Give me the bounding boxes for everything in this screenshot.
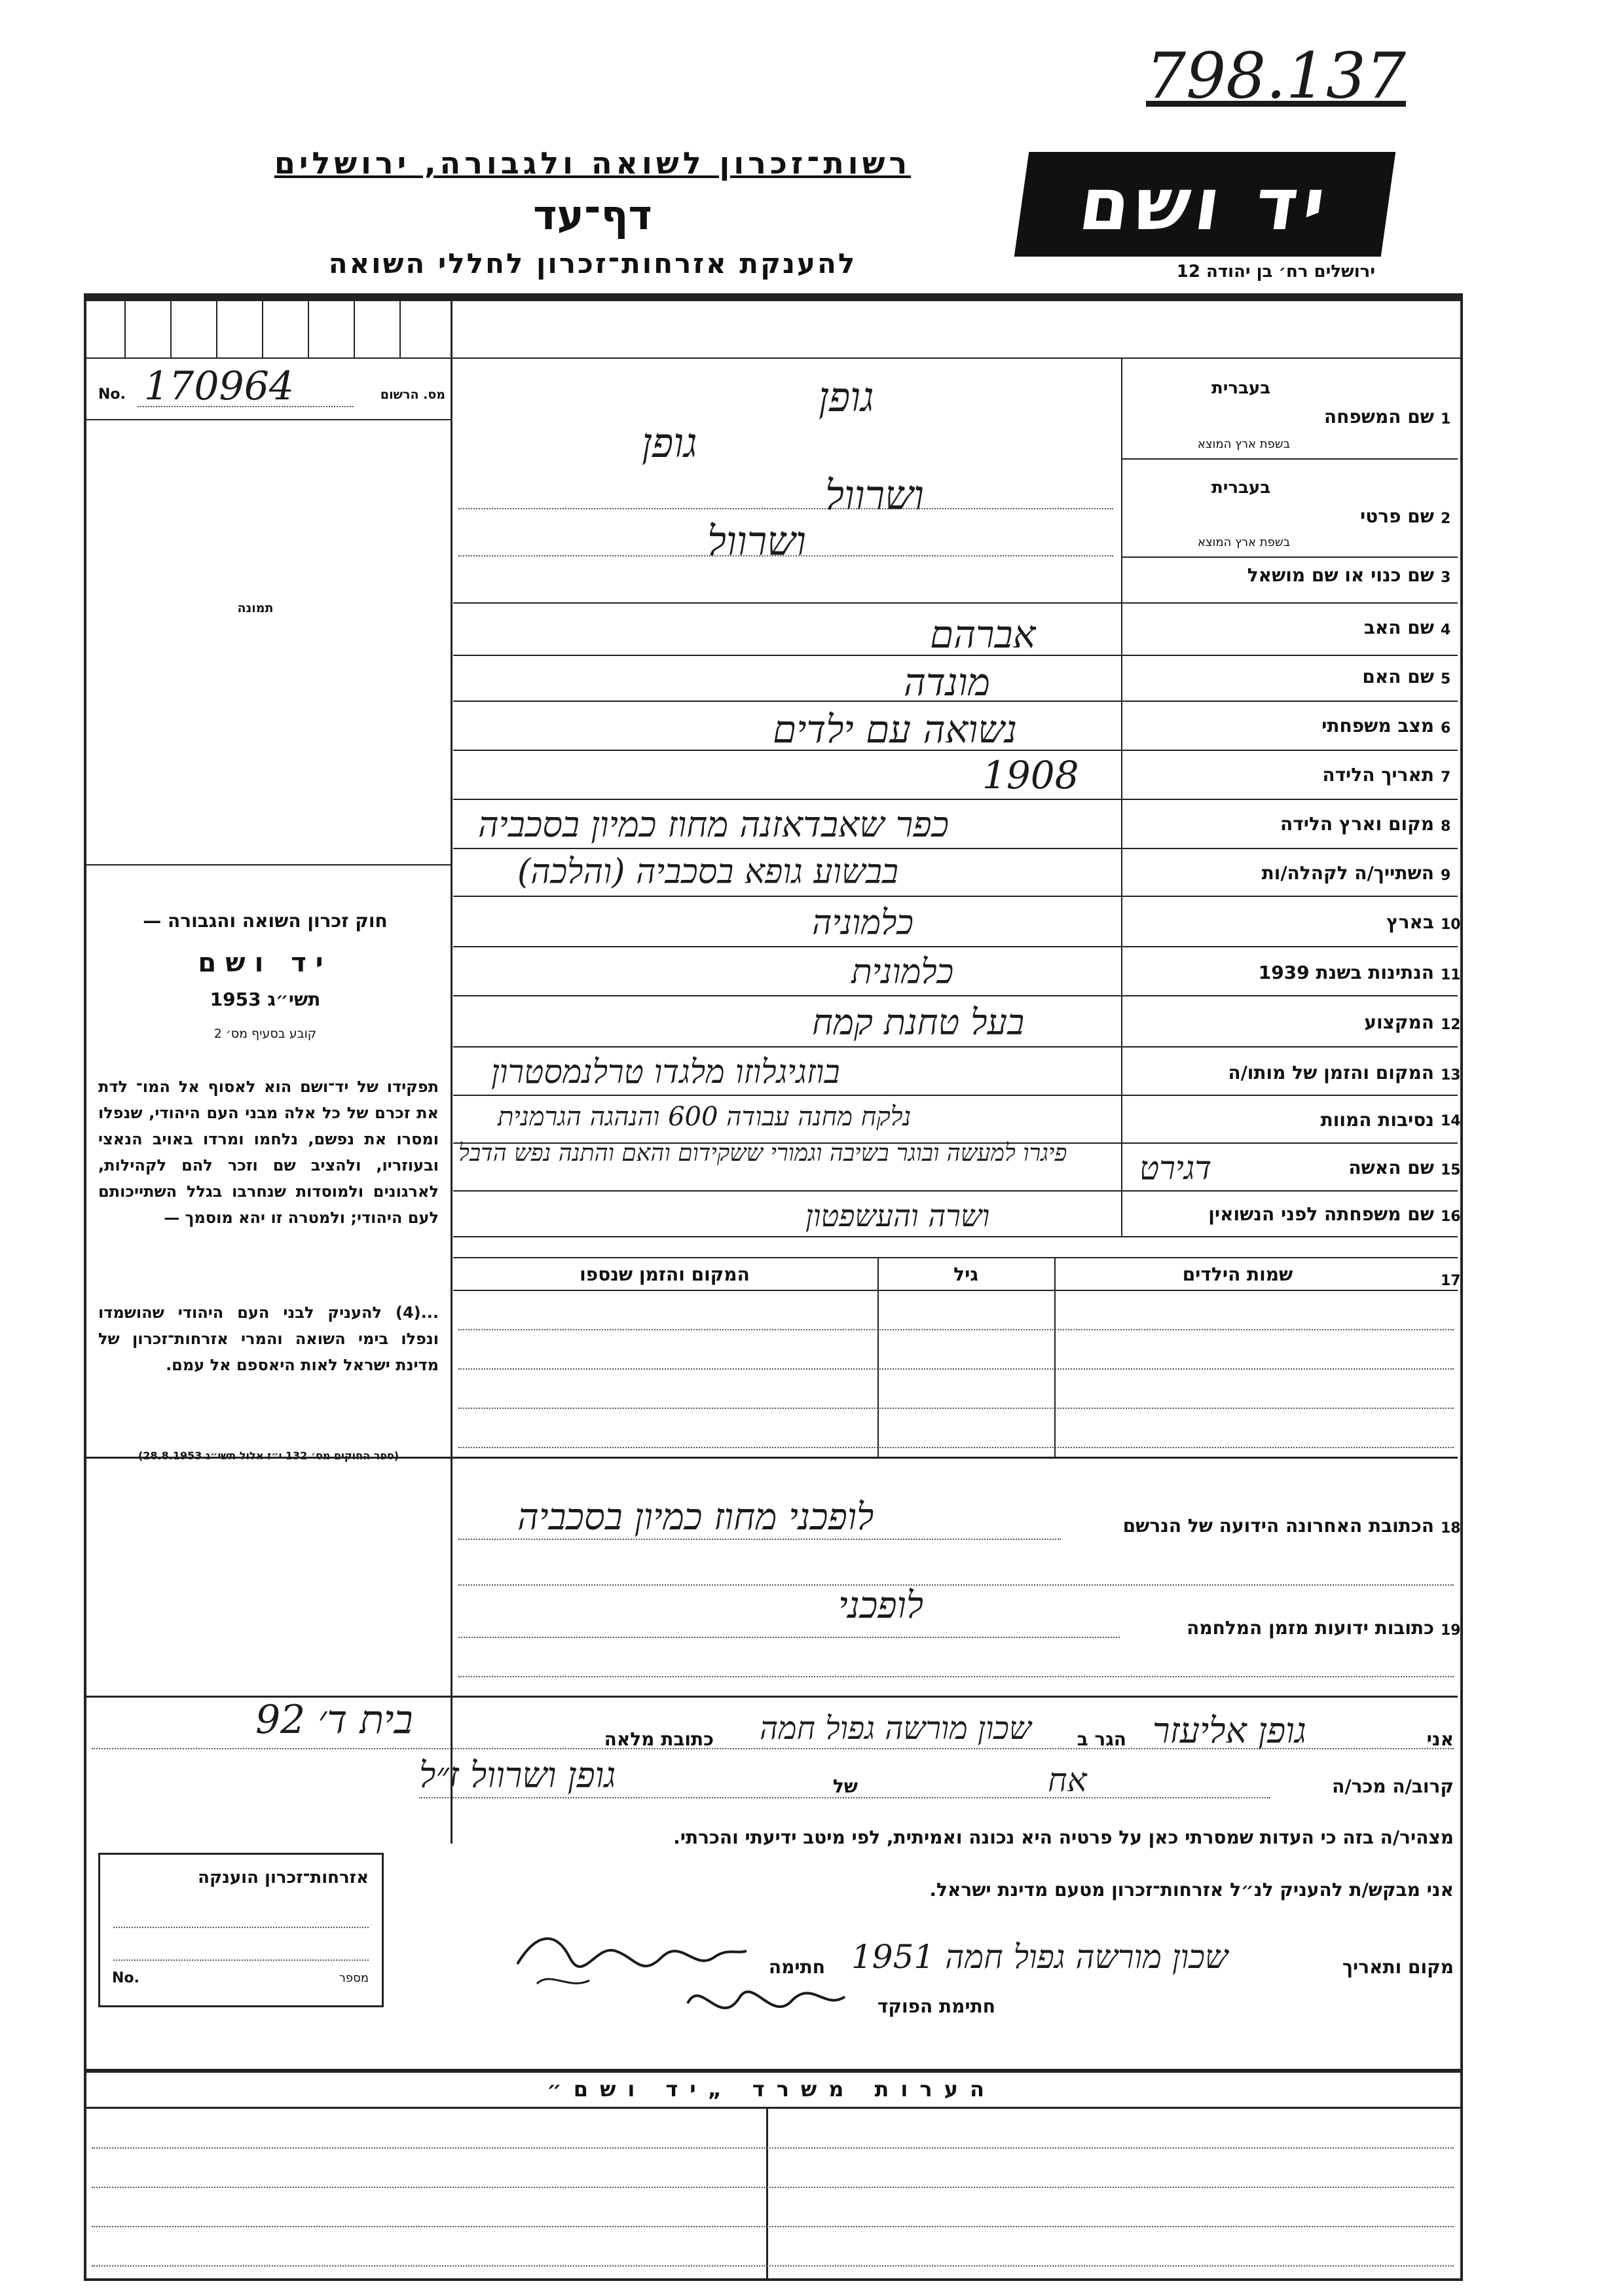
citizenship-number-label: מספר [339, 1971, 369, 1985]
field-10-value: כלמוניה [812, 903, 913, 943]
form-subtitle: להענקת אזרחות־זכרון לחללי השואה [328, 247, 857, 280]
official-signature [681, 1971, 851, 2043]
declaration-statement: מצהיר/ה בזה כי העדות שמסרתי כאן על פרטיה היא נכונה ואמיתית, לפי מיטב ידיעתי והכרתי. [673, 1827, 1454, 1848]
field-9-label: השתייך/ה לקהלה/ות [1261, 862, 1434, 884]
field-14-label: נסיבות המוות [1320, 1109, 1434, 1131]
field-5-number: 5 [1441, 671, 1451, 687]
declarant-address: בית ד׳ 92 [255, 1697, 413, 1743]
field-7-value: 1908 [982, 753, 1079, 797]
declaration-of-label: של [832, 1776, 858, 1797]
field-15-label: שם האשה [1348, 1157, 1434, 1178]
field-3-number: 3 [1441, 570, 1451, 586]
field-12-number: 12 [1441, 1017, 1461, 1033]
field-9-number: 9 [1441, 867, 1451, 884]
field-2-value-hebrew: ושרוול [825, 471, 924, 519]
field-11-value: כלמונית [851, 953, 954, 992]
field-2-origin-label: בשפת ארץ המוצא [1197, 536, 1290, 549]
field-7-number: 7 [1441, 769, 1451, 786]
field-8-label: מקום וארץ הלידה [1280, 813, 1434, 835]
field-16-value: ושרה והעשפטון [805, 1198, 990, 1233]
field-1-value-hebrew: גופן [819, 373, 874, 421]
field-19-label: כתובות ידועות מזמן המלחמה [1187, 1617, 1434, 1639]
field-2-label: שם פרטי [1359, 505, 1434, 527]
law-heading: חוק זכרון השואה והגבורה — [143, 910, 388, 932]
field-6-number: 6 [1441, 720, 1451, 737]
field-19-value: לופכני [838, 1584, 924, 1627]
declarant-residence: שכון מורשה גפול חמה [760, 1710, 1031, 1747]
logo-text: יד ושם [1074, 162, 1336, 246]
place-date-label: מקום ותאריך [1342, 1956, 1454, 1978]
field-12-value: בעל טחנת קמח [812, 1002, 1025, 1043]
declaration-relative-label: קרוב/ה מכר/ה [1332, 1776, 1454, 1797]
citizenship-box [98, 1853, 384, 2007]
field-14-value-continued: פיגרו למעשה ובוגר בשיבה וגמורי ששקידום והאם והתנה נפש הדבל [458, 1140, 1067, 1167]
field-15-value: דגירט [1139, 1149, 1212, 1187]
field-4-label: שם האב [1363, 617, 1434, 638]
logo-address: ירושלים רח׳ בן יהודה 12 [1176, 262, 1375, 282]
law-year: תשי״ג 1953 [210, 989, 321, 1010]
field-2-number: 2 [1441, 511, 1451, 527]
field-10-label: בארץ [1386, 911, 1434, 933]
field-5-value: מונדה [904, 660, 991, 704]
children-col-age: גיל [953, 1264, 978, 1285]
field-14-value: נלקח מחנה עבודה 600 והנהגה הגרמנית [498, 1102, 912, 1132]
citizenship-box-title: אזרחות־זכרון הוענקה [198, 1868, 369, 1887]
field-9-value: בבשוע גופא בסכביה (והלכה) [517, 852, 898, 892]
field-11-number: 11 [1441, 967, 1461, 983]
signature-label: חתימה [768, 1956, 825, 1978]
photo-label: תמונה [237, 601, 274, 615]
registration-label: מס. הרשום [380, 388, 445, 402]
law-paragraph-1: תפקידו של יד־ושם הוא לאסוף אל המו־ לדת את זכרם של כל אלה מבני העם היהודי, שנפלו ומסרו את נפשם, נלחמו ומרדו באויב הנאצי ובעוזריו, ולהציב שם וזכר להם לקהילות, לארגונים ולמוסדות שנחרבו בגלל השתייכותם לעם היהודי; ולמטרה זו יהא מוסמך — [98, 1078, 439, 1227]
archive-number: 798.137 [1146, 39, 1406, 113]
declaration-i-label: אני [1426, 1728, 1454, 1750]
registration-no-label: No. [98, 386, 126, 403]
field-4-value: אברהם [930, 612, 1036, 657]
field-17-number: 17 [1441, 1273, 1461, 1289]
field-6-value: נשואה עם ילדים [773, 707, 1018, 752]
field-3-label: שם כנוי או שם מושאל [1247, 564, 1434, 586]
law-paragraph-2: ...(4) להעניק לבני העם היהודי שהושמדו ונפלו בימי השואה והמרי אזרחות־זכרון של מדינת ישראל לאות היאספם אל עמם. [98, 1303, 439, 1374]
field-18-value: לופכני מחוז כמיון בסכביה [517, 1496, 874, 1539]
field-6-label: מצב משפחתי [1321, 715, 1434, 737]
field-1-number: 1 [1441, 411, 1451, 428]
field-15-number: 15 [1441, 1162, 1461, 1178]
org-line: רשות־זכרון לשואה ולגבורה, ירושלים [274, 145, 912, 181]
field-13-number: 13 [1441, 1067, 1461, 1084]
citizenship-no-label: No. [112, 1970, 139, 1986]
children-col-place: המקום והזמן שנספו [580, 1264, 750, 1285]
field-13-label: המקום והזמן של מותו/ה [1228, 1062, 1434, 1084]
remarks-label: הערות משרד „יד ושם״ [547, 2077, 996, 2102]
field-10-number: 10 [1441, 917, 1461, 933]
registration-number: 170964 [144, 363, 295, 409]
field-8-number: 8 [1441, 818, 1451, 835]
field-16-number: 16 [1441, 1209, 1461, 1225]
field-8-value: כפר שאבדאזנה מחוז כמיון בסכביה [478, 804, 950, 845]
field-1-label: שם המשפחה [1323, 406, 1434, 428]
law-section: קובע בסעיף מס׳ 2 [213, 1027, 317, 1041]
law-name: יד ושם [198, 948, 333, 978]
field-4-number: 4 [1441, 622, 1451, 638]
field-2-hebrew-label: בעברית [1211, 478, 1271, 498]
law-citation: (ספר החוקים מס׳ 132 י״ז אלול תשי״ג 28.8.1953) [138, 1449, 399, 1462]
field-13-value: בוזגיגלוזו מלגדו טרלנמסטרון [491, 1053, 840, 1091]
yad-vashem-logo [1014, 152, 1395, 257]
place-date-value: שכון מורשה גפול חמה 1951 [851, 1938, 1228, 1976]
field-18-label: הכתובת האחרונה הידועה של הנרשם [1122, 1515, 1434, 1537]
official-signature-label: חתימת הפוקד [877, 1995, 995, 2017]
declarant-name: גופן אליעזר [1153, 1710, 1306, 1751]
field-1-value-origin: גופן [642, 419, 697, 467]
field-19-number: 19 [1441, 1622, 1461, 1639]
declaration-address-label: כתובת מלאה [604, 1728, 714, 1750]
form-title: דף־עד [533, 191, 652, 239]
field-16-label: שם משפחתה לפני הנשואין [1208, 1203, 1434, 1225]
field-1-hebrew-label: בעברית [1211, 378, 1271, 398]
field-14-number: 14 [1441, 1113, 1461, 1129]
field-12-label: המקצוע [1364, 1011, 1434, 1033]
children-col-names: שמות הילדים [1182, 1264, 1293, 1285]
column-divider [451, 299, 452, 1844]
declaration-request: אני מבקש/ת להעניק לנ״ל אזרחות־זכרון מטעם מדינת ישראל. [929, 1879, 1454, 1901]
field-5-label: שם האם [1362, 666, 1434, 687]
declaration-resides-label: הגר ב [1077, 1728, 1126, 1750]
field-7-label: תאריך הלידה [1322, 764, 1434, 786]
field-2-value-origin: ושרוול [707, 517, 806, 565]
victim-name: גופן ושרוול ז״ל [419, 1755, 616, 1796]
field-1-origin-label: בשפת ארץ המוצא [1197, 437, 1290, 451]
field-11-label: הנתינות בשנת 1939 [1258, 962, 1434, 983]
declarant-relation: אח [1048, 1761, 1087, 1799]
field-18-number: 18 [1441, 1520, 1461, 1537]
